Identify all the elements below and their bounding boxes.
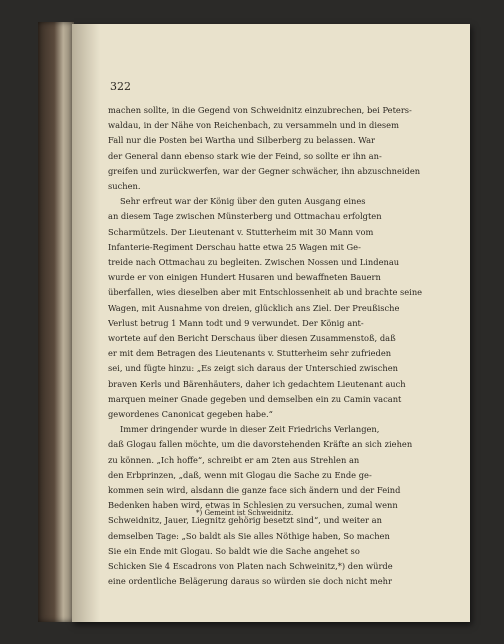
text-line: demselben Tage: „So baldt als Sie alles Nöthige haben, So machen [108, 530, 390, 541]
text-line: suchen. [108, 181, 141, 192]
text-line: Fall nur die Posten bei Wartha und Silberberg zu belassen. War [108, 135, 375, 146]
text-line: den Erbprinzen, „daß, wenn mit Glogau die Sache zu Ende ge- [108, 469, 372, 480]
footnote-divider [180, 499, 240, 500]
text-line: eine ordentliche Belägerung daraus so würden sie doch nicht mehr [108, 576, 392, 587]
text-line: Scharmützels. Der Lieutenant v. Stutterheim mit 30 Mann vom [108, 226, 374, 237]
text-line: gewordenes Canonicat gegeben habe.“ [108, 409, 273, 420]
text-line: daß Glogau fallen möchte, um die davorstehenden Kräfte an sich ziehen [108, 439, 413, 450]
page-number: 322 [110, 80, 131, 93]
text-line: machen sollte, in die Gegend von Schweidnitz einzubrechen, bei Peters- [108, 105, 412, 115]
text-line: wurde er von einigen Hundert Husaren und bewaffneten Bauern [108, 272, 381, 283]
book-page-edges [38, 22, 74, 622]
text-line: Bedenken haben wird, etwas in Schlesien zu versuchen, zumal wenn [108, 500, 398, 511]
paragraph-3 [108, 422, 428, 589]
text-line: marquen meiner Gnade gegeben und demselben ein zu Camin vacant [108, 393, 402, 404]
text-line: Schicken Sie 4 Escadrons von Platen nach Schweinitz,*) den würde [108, 561, 393, 572]
text-line: wortete auf den Bericht Derschaus über diesen Zusammenstoß, daß [108, 333, 396, 344]
text-line: überfallen, wies dieselben aber mit Entschlossenheit ab und brachte seine [108, 287, 423, 298]
paragraph-2 [108, 194, 428, 422]
text-line: Sie ein Ende mit Glogau. So baldt wie die Sache angehet so [108, 545, 360, 556]
footnote: *) Gemeint ist Schweidnitz. [196, 509, 294, 517]
text-line: er mit dem Betragen des Lieutenants v. Stutterheim sehr zufrieden [108, 348, 392, 359]
text-line: an diesem Tage zwischen Münsterberg und Ottmachau erfolgten [108, 211, 382, 222]
text-line: Verlust betrug 1 Mann todt und 9 verwundet. Der König ant- [108, 317, 364, 328]
text-line: der General dann ebenso stark wie der Feind, so sollte er ihn an- [108, 150, 382, 161]
text-line: Schweidnitz, Jauer, Liegnitz gehörig besetzt sind“, und weiter an [108, 515, 382, 526]
text-line: zu können. „Ich hoffe“, schreibt er am 2ten aus Strehlen an [108, 454, 360, 465]
text-line: Wagen, mit Ausnahme von dreien, glücklich ans Ziel. Der Preußische [108, 302, 400, 313]
text-line: Infanterie-Regiment Derschau hatte etwa 25 Wagen mit Ge- [108, 241, 361, 252]
text-line: kommen sein wird, alsdann die ganze face sich ändern und der Feind [108, 485, 401, 496]
paragraph-1 [108, 103, 428, 194]
text-line: Sehr erfreut war der König über den guten Ausgang eines [120, 196, 366, 207]
text-line: Immer dringender wurde in dieser Zeit Friedrichs Verlangen, [120, 424, 380, 435]
text-line: greifen und zurückwerfen, war der Gegner schwächer, ihn abzuschneiden [108, 165, 421, 176]
text-line: waldau, in der Nähe von Reichenbach, zu versammeln und in diesem [108, 120, 399, 131]
text-line: treide nach Ottmachau zu begleiten. Zwischen Nossen und Lindenau [108, 257, 400, 268]
text-line: braven Kerls und Bärenhäuters, daher ich gedachtem Lieutenant auch [108, 378, 406, 389]
text-line: sei, und fügte hinzu: „Es zeigt sich daraus der Unterschied zwischen [108, 363, 399, 374]
